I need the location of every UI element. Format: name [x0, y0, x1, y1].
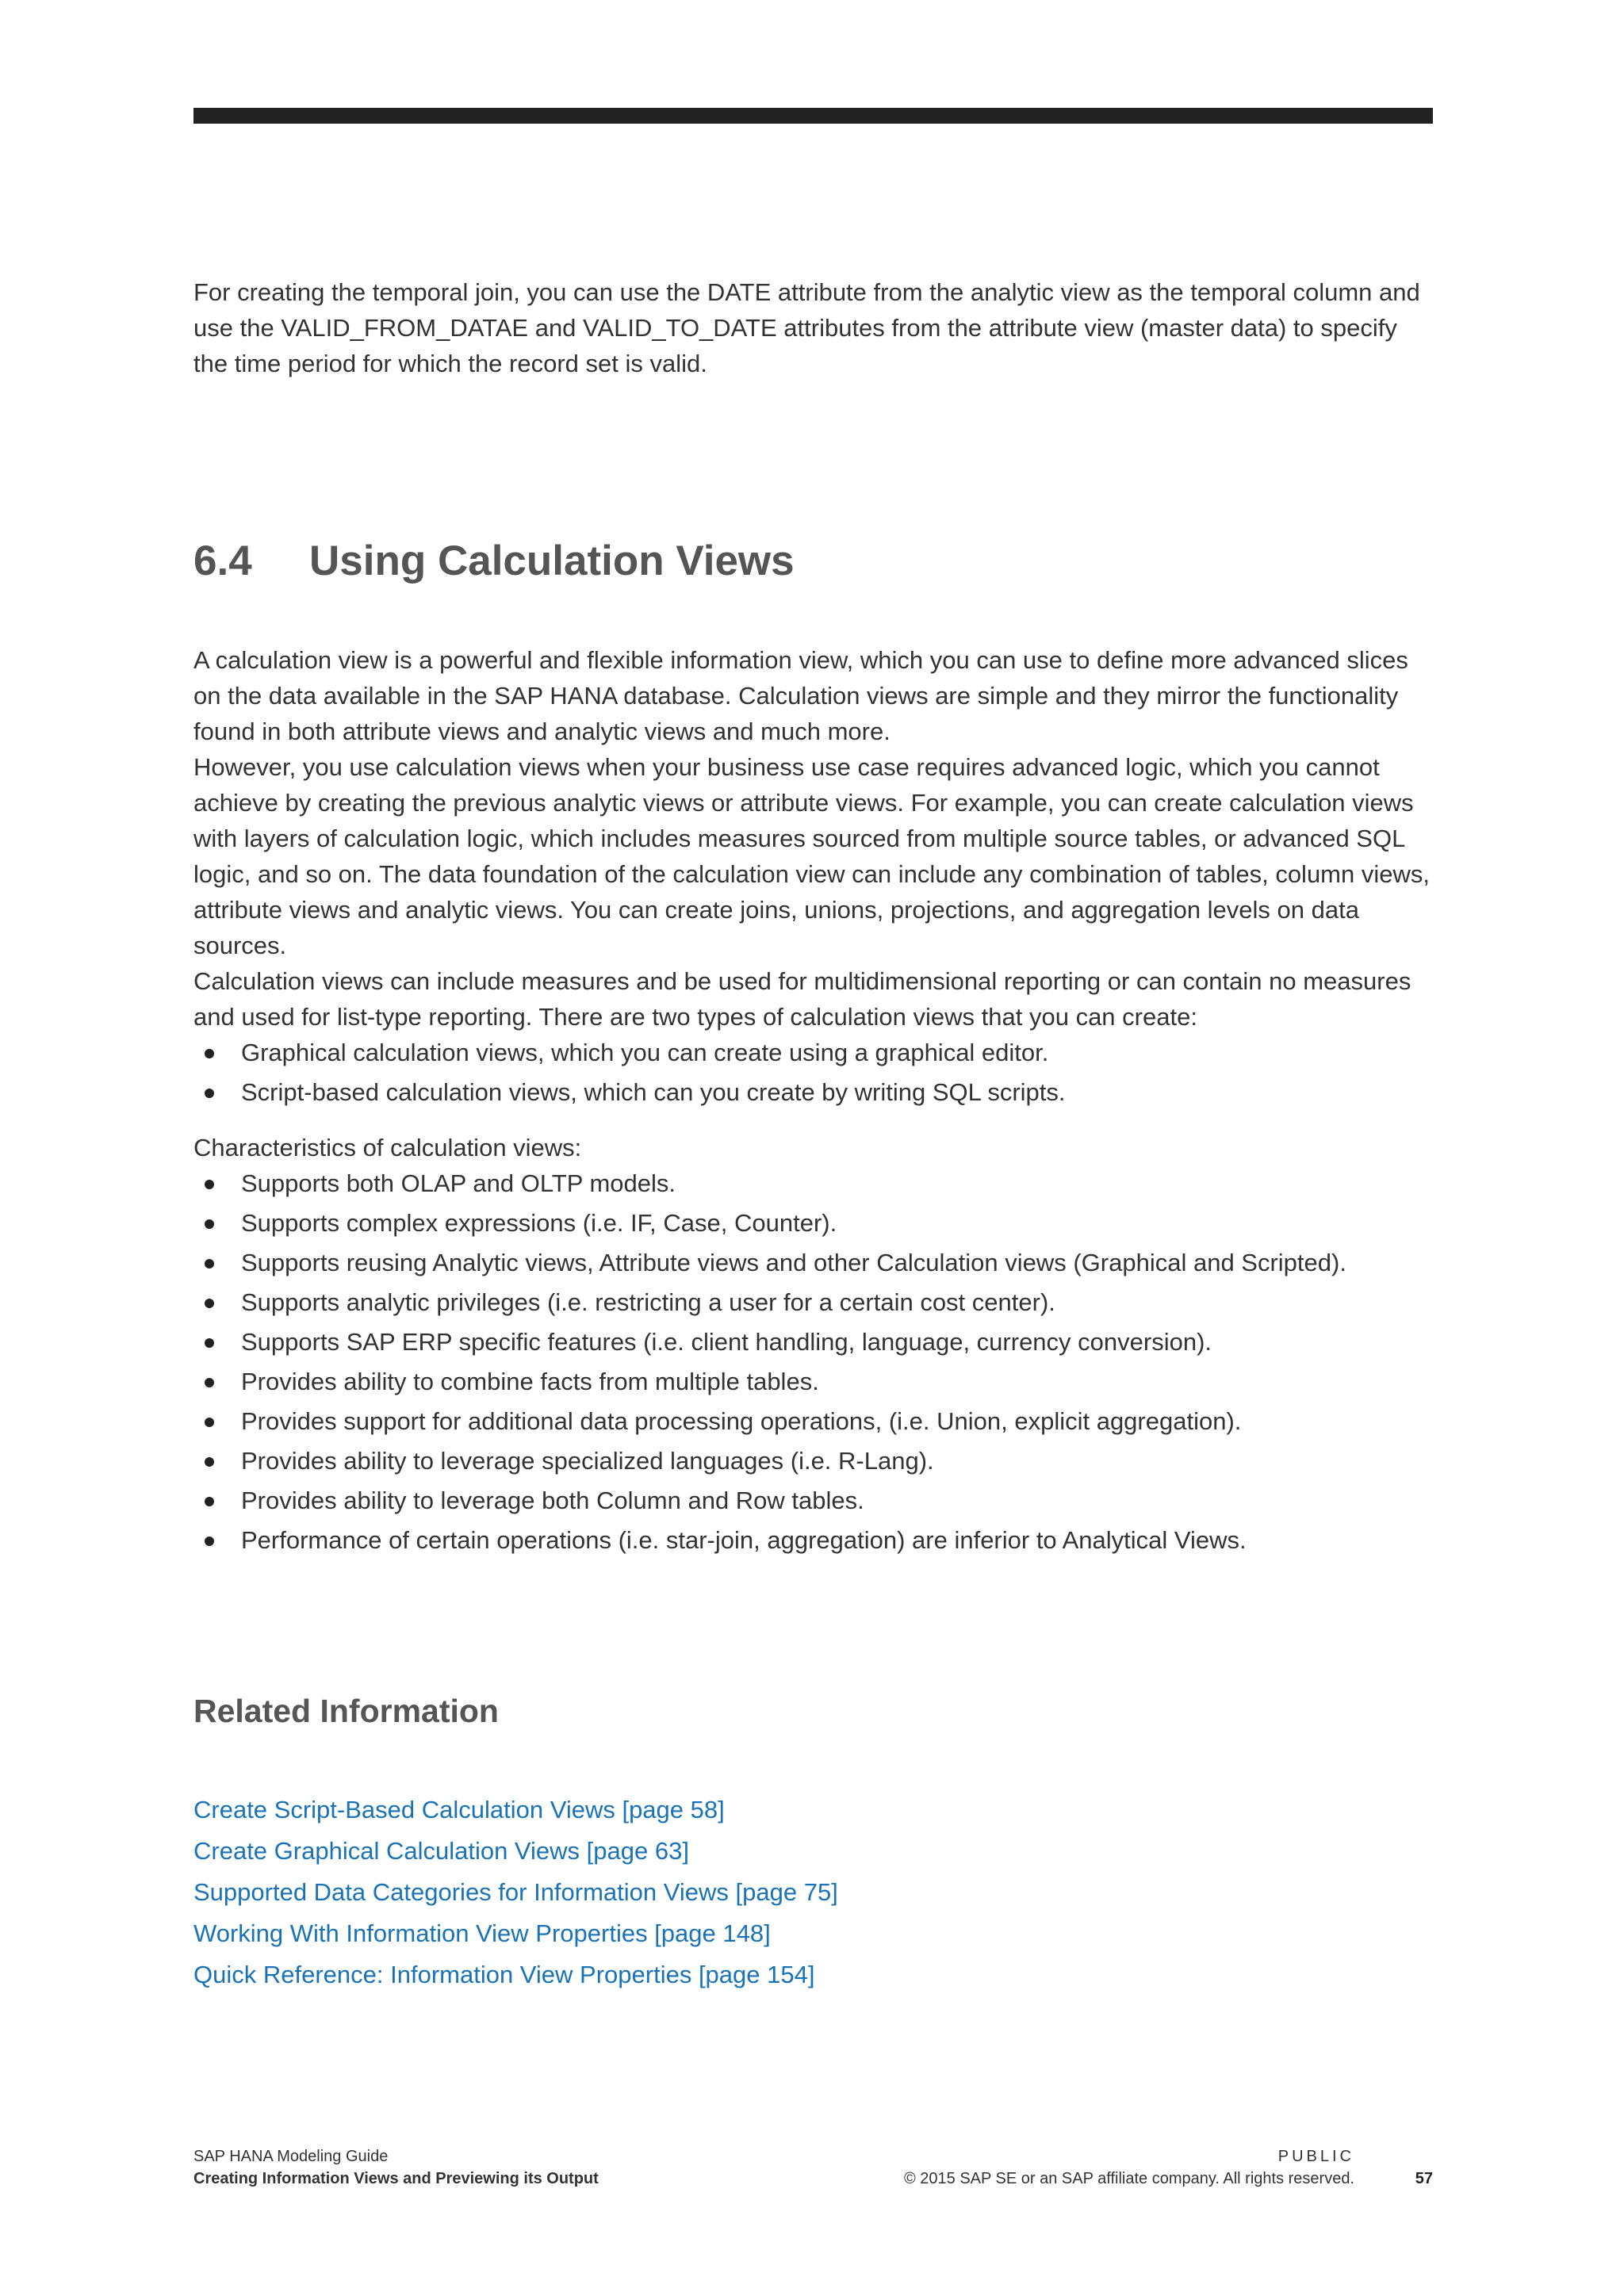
- link-script-based-calculation-views[interactable]: Create Script-Based Calculation Views [page 58]: [193, 1796, 725, 1823]
- paragraph-usage: However, you use calculation views when your business use case requires advanced logic, which you cannot achieve by creating the previous analytic views or attribute views. For example, you can create calculation views with layers of calculation logic, which includes measures sourced from multiple source tables, or advanced SQL logic, and so on. The data foundation of the calculation view can include any combination of tables, column views, attribute views and analytic views. You can create joins, unions, projections, and aggregation levels on data sources.: [193, 753, 1430, 959]
- intro-paragraph: For creating the temporal join, you can use the DATE attribute from the analytic view as the temporal column and use the VALID_FROM_DATAE and VALID_TO_DATE attributes from the attribute view (master data) to specify the time period for which the record set is valid.: [193, 278, 1420, 377]
- types-list: [193, 1033, 1433, 1112]
- link-information-view-properties[interactable]: Working With Information View Properties [page 148]: [193, 1919, 771, 1947]
- list-item: Provides support for additional data processing operations, (i.e. Union, explicit aggregation).: [193, 1402, 1433, 1441]
- section-title: Using Calculation Views: [309, 538, 795, 584]
- footer-left: [193, 2145, 599, 2190]
- list-item: Supports reusing Analytic views, Attribute views and other Calculation views (Graphical and Scripted).: [193, 1243, 1433, 1283]
- list-item: Provides ability to leverage both Column and Row tables.: [193, 1481, 1433, 1521]
- link-quick-reference[interactable]: Quick Reference: Information View Properties [page 154]: [193, 1961, 815, 1988]
- page-content: [193, 274, 1433, 1996]
- list-item: Performance of certain operations (i.e. star-join, aggregation) are inferior to Analytical Views.: [193, 1521, 1433, 1560]
- section-number: 6.4: [193, 538, 252, 584]
- footer-copyright: © 2015 SAP SE or an SAP affiliate company. All rights reserved.: [903, 2170, 1354, 2187]
- footer-guide-name: SAP HANA Modeling Guide: [193, 2148, 389, 2165]
- list-item: Supports both OLAP and OLTP models.: [193, 1164, 1433, 1203]
- paragraph-types-intro: Calculation views can include measures and be used for multidimensional reporting or can contain no measures and used for list-type reporting. There are two types of calculation views that you can create:: [193, 967, 1411, 1031]
- list-item: Provides ability to leverage specialized languages (i.e. R-Lang).: [193, 1441, 1433, 1481]
- page-number: 57: [1415, 2170, 1433, 2187]
- section-heading: [193, 540, 1433, 582]
- list-item: Supports analytic privileges (i.e. restricting a user for a certain cost center).: [193, 1283, 1433, 1322]
- list-item: Script-based calculation views, which can you create by writing SQL scripts.: [193, 1073, 1433, 1112]
- characteristics-heading: Characteristics of calculation views:: [193, 1134, 582, 1161]
- footer-classification: PUBLIC: [1277, 2148, 1354, 2165]
- footer-chapter-name: Creating Information Views and Previewing its Output: [193, 2170, 599, 2187]
- characteristics-list: [193, 1164, 1433, 1560]
- link-supported-data-categories[interactable]: Supported Data Categories for Information Views [page 75]: [193, 1878, 838, 1906]
- list-item: Supports SAP ERP specific features (i.e. client handling, language, currency conversion).: [193, 1322, 1433, 1362]
- header-rule: [193, 108, 1433, 124]
- list-item: Graphical calculation views, which you can create using a graphical editor.: [193, 1033, 1433, 1073]
- link-graphical-calculation-views[interactable]: Create Graphical Calculation Views [page 63]: [193, 1837, 689, 1865]
- footer-right: [904, 2145, 1354, 2190]
- list-item: Supports complex expressions (i.e. IF, Case, Counter).: [193, 1203, 1433, 1243]
- paragraph-definition: A calculation view is a powerful and flexible information view, which you can use to define more advanced slices on the data available in the SAP HANA database. Calculation views are simple and they mirror the functionality found in both attribute views and analytic views and much more.: [193, 646, 1408, 745]
- list-item: Provides ability to combine facts from multiple tables.: [193, 1362, 1433, 1402]
- related-information-heading: Related Information: [193, 1693, 499, 1729]
- related-links: [193, 1789, 1433, 1996]
